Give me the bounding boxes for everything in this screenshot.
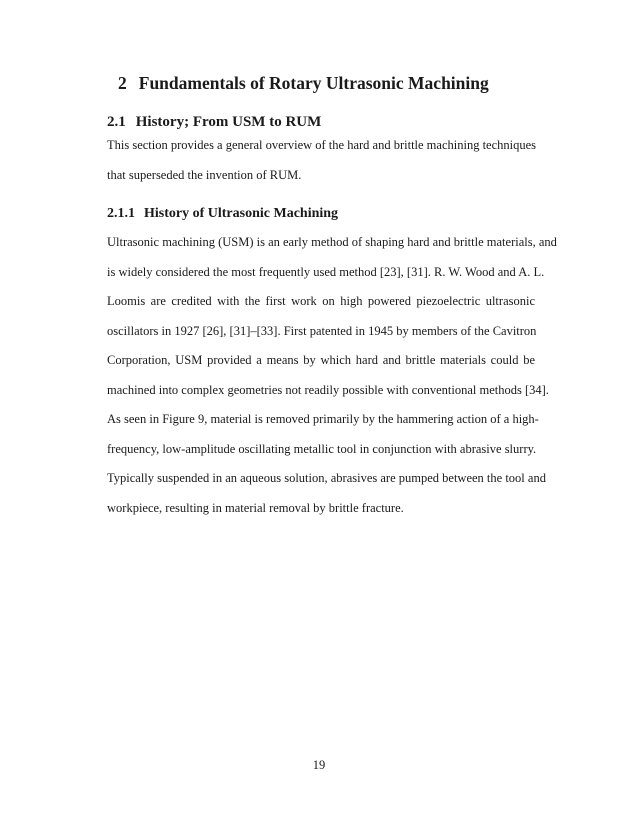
paragraph-line: is widely considered the most frequently used method [23], [31]. R. W. Wood and A. L. bbox=[107, 264, 545, 279]
paragraph-line: Corporation, USM provided a means by which hard and brittle materials could be bbox=[107, 353, 535, 367]
paragraph-line: This section provides a general overview of the hard and brittle machining techniques bbox=[107, 138, 537, 152]
paragraph-line: that superseded the invention of RUM. bbox=[107, 167, 302, 182]
page-number: 19 bbox=[312, 758, 326, 772]
paragraph-line: machined into complex geometries not readily possible with conventional methods [34]. bbox=[107, 382, 549, 397]
section-heading bbox=[107, 114, 321, 131]
paragraph-line: Ultrasonic machining (USM) is an early method of shaping hard and brittle materials, and bbox=[107, 235, 557, 249]
paragraph-line: oscillators in 1927 [26], [31]–[33]. First patented in 1945 by members of the Cavitron bbox=[107, 323, 537, 338]
paragraph-line: As seen in Figure 9, material is removed primarily by the hammering action of a high- bbox=[107, 412, 539, 426]
section-intro-paragraph bbox=[107, 131, 535, 190]
chapter-number: 2 bbox=[118, 73, 127, 93]
chapter-title: Fundamentals of Rotary Ultrasonic Machining bbox=[138, 73, 489, 93]
section-number: 2.1 bbox=[107, 114, 126, 130]
paragraph-line: workpiece, resulting in material removal by brittle fracture. bbox=[107, 500, 404, 515]
paragraph-line: Typically suspended in an aqueous solution, abrasives are pumped between the tool and bbox=[107, 471, 546, 485]
paragraph-line: frequency, low-amplitude oscillating metallic tool in conjunction with abrasive slurry. bbox=[107, 441, 537, 456]
subsection-body-paragraph bbox=[107, 228, 557, 523]
section-title: History; From USM to RUM bbox=[135, 114, 322, 130]
subsection-number: 2.1.1 bbox=[107, 206, 135, 221]
paragraph-line: Loomis are credited with the first work on high powered piezoelectric ultrasonic bbox=[107, 294, 535, 308]
subsection-heading bbox=[107, 206, 338, 222]
chapter-heading bbox=[118, 73, 489, 94]
subsection-title: History of Ultrasonic Machining bbox=[144, 206, 339, 221]
